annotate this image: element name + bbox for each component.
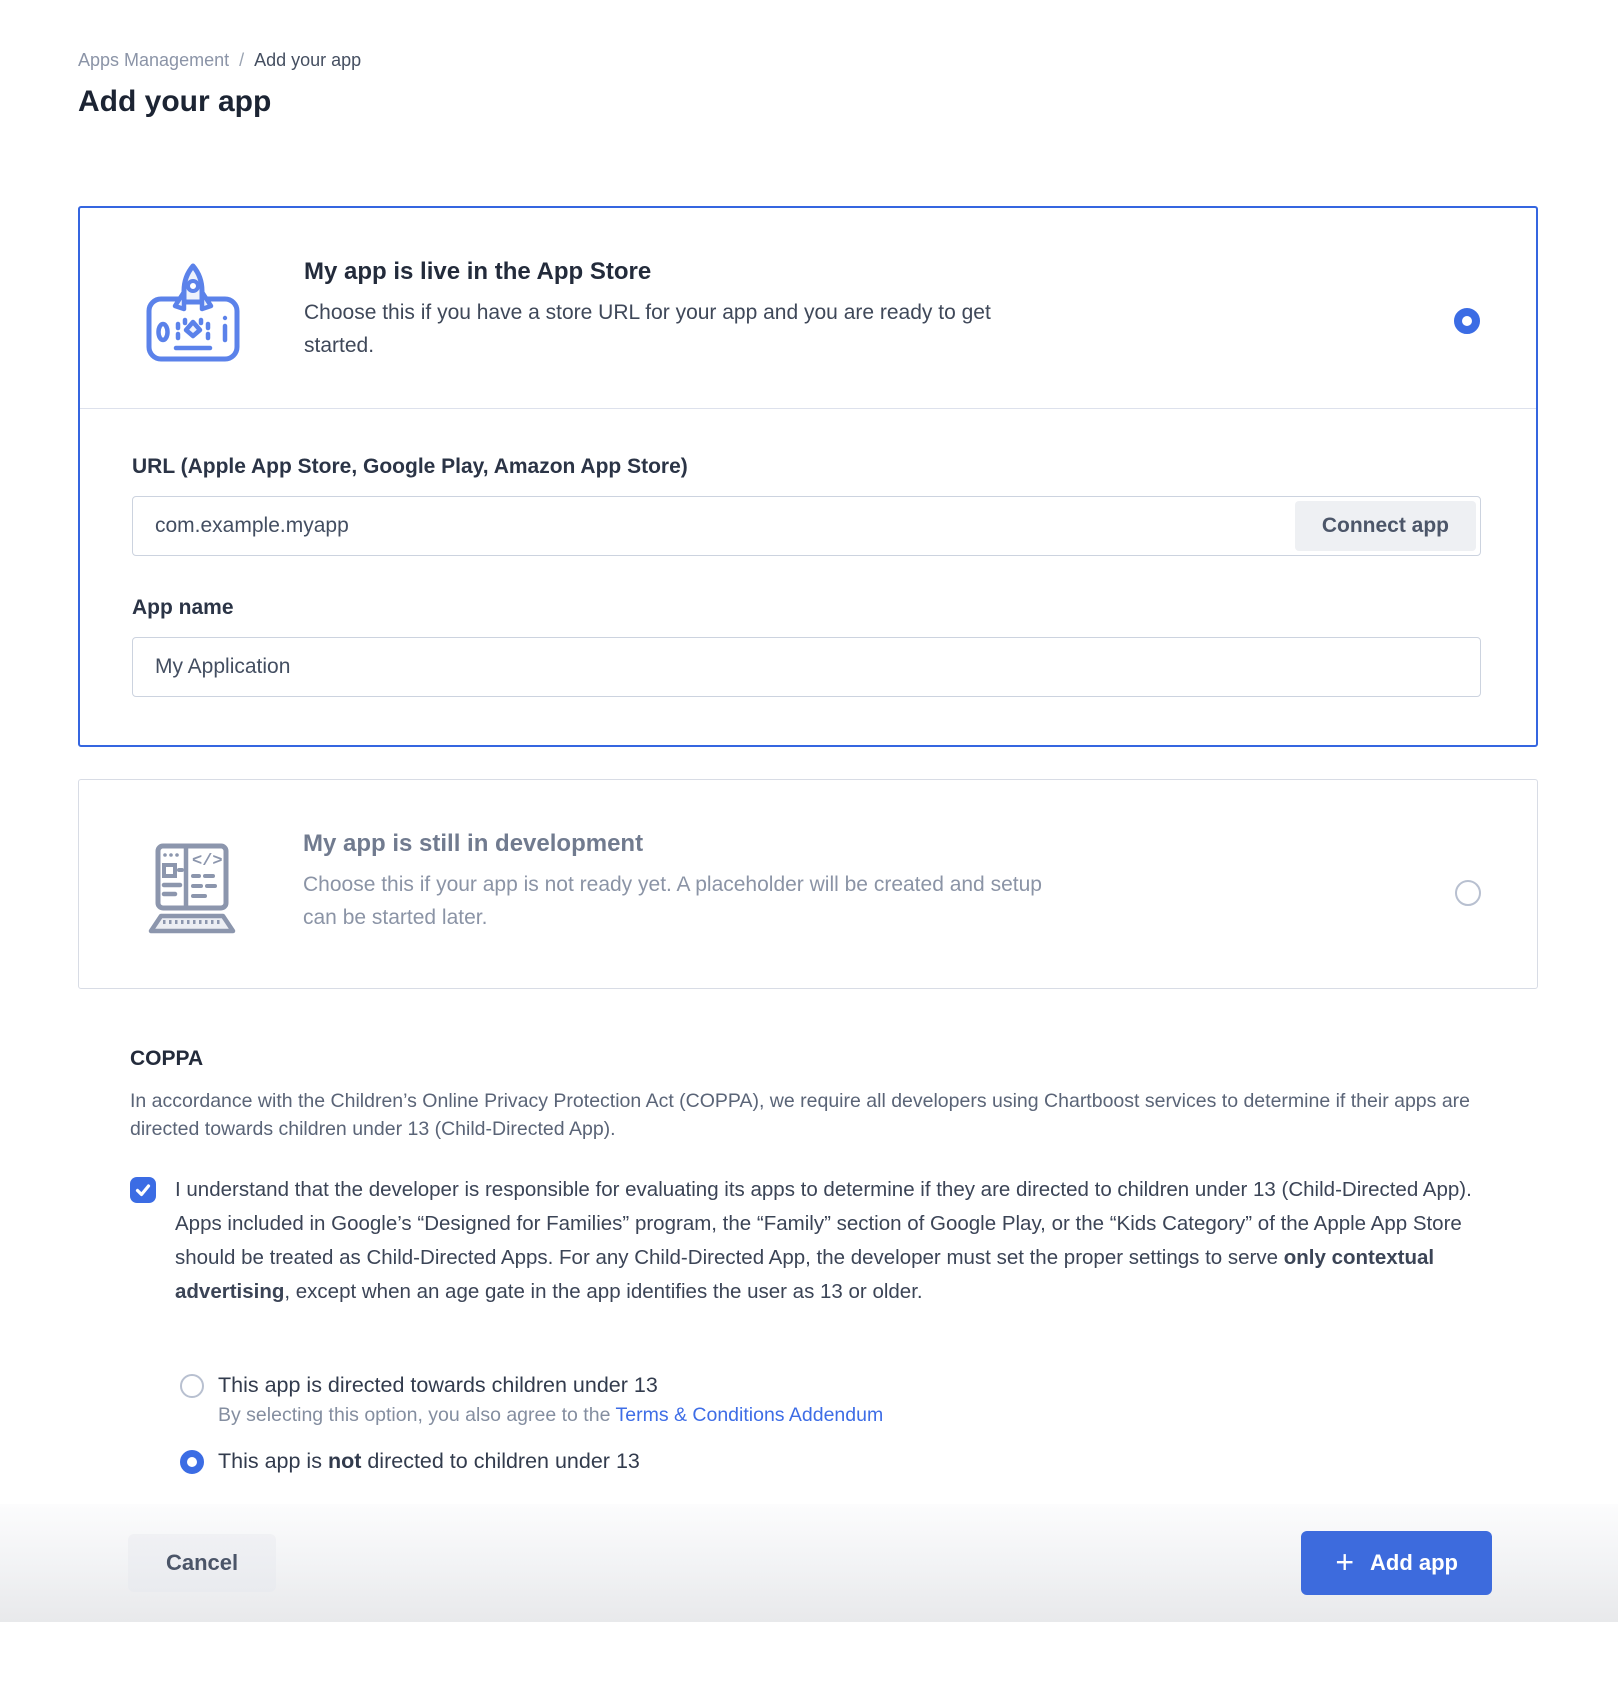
rocket-tablet-icon	[140, 260, 246, 366]
svg-text:</>: </>	[192, 852, 223, 871]
option-development-description: Choose this if your app is not ready yet. A placeholder will be created and setup can be started later.	[303, 873, 1042, 929]
radio-in-development[interactable]	[1455, 880, 1481, 906]
page-header	[0, 0, 1618, 121]
radio-directed-label[interactable]: This app is directed towards children under 13	[218, 1373, 658, 1397]
plus-icon: +	[1335, 1543, 1354, 1580]
add-app-button[interactable]	[1301, 1531, 1492, 1595]
footer-action-bar	[0, 1504, 1618, 1622]
store-url-input[interactable]	[132, 496, 1481, 556]
coppa-acknowledgement-checkbox[interactable]	[130, 1177, 156, 1203]
terms-conditions-addendum-link[interactable]: Terms & Conditions Addendum	[615, 1404, 884, 1426]
breadcrumb-link-apps-management[interactable]: Apps Management	[78, 50, 230, 70]
option-development-title: My app is still in development	[303, 830, 644, 857]
laptop-code-icon	[139, 832, 245, 938]
radio-not-directed-to-children[interactable]	[180, 1450, 204, 1474]
url-field-label: URL (Apple App Store, Google Play, Amazon App Store)	[132, 455, 688, 478]
check-icon	[134, 1181, 152, 1199]
coppa-heading: COPPA	[130, 1047, 204, 1070]
radio-not-directed-label[interactable]: This app is not directed to children under 13	[218, 1449, 640, 1473]
cancel-button[interactable]: Cancel	[128, 1534, 276, 1592]
breadcrumb-separator: /	[239, 50, 245, 70]
coppa-intro: In accordance with the Children’s Online Privacy Protection Act (COPPA), we require all developers using Chartboost services to determine if their apps are directed towards children under 13 (Child-Directed App).	[130, 1090, 1470, 1140]
connect-app-button[interactable]: Connect app	[1295, 501, 1476, 551]
directed-option-note: By selecting this option, you also agree to the Terms & Conditions Addendum	[218, 1404, 884, 1426]
app-name-input[interactable]	[132, 637, 1481, 697]
radio-directed-to-children[interactable]	[180, 1374, 204, 1398]
option-card-in-development[interactable]	[78, 779, 1538, 989]
option-live-title: My app is live in the App Store	[304, 258, 652, 285]
add-app-button-label: Add app	[1370, 1550, 1458, 1575]
radio-live-app[interactable]	[1454, 308, 1480, 334]
app-name-label: App name	[132, 596, 234, 619]
option-live-description: Choose this if you have a store URL for your app and you are ready to get started.	[304, 301, 991, 357]
coppa-acknowledgement-text: I understand that the developer is responsible for evaluating its apps to determine if they are directed to children under 13 (Child-Directed App). Apps included in Google’s “Designed for Families” program, the “Family” section of Google Play, or the “Kids Category” of the Apple App Store should be treated as Child-Directed Apps. For any Child-Directed App, the developer must set the proper settings to serve only contextual advertising, except when an age gate in the app identifies the user as 13 or older.	[175, 1178, 1472, 1303]
page-title: Add your app	[78, 85, 272, 118]
coppa-section	[78, 1047, 1538, 1474]
option-card-live-app[interactable]	[78, 206, 1538, 747]
breadcrumb	[78, 50, 1538, 71]
breadcrumb-current: Add your app	[254, 50, 362, 70]
